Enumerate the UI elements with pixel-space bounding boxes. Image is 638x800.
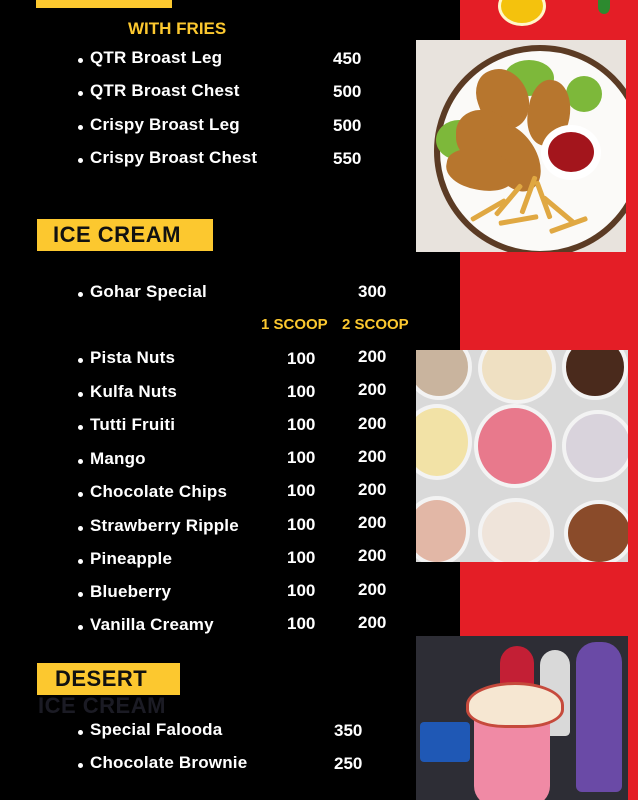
lettuce-image xyxy=(566,76,602,112)
menu-item-price: 250 xyxy=(334,754,363,773)
ice-cream-cup-image xyxy=(416,350,472,400)
one-scoop-price: 100 xyxy=(287,515,316,534)
one-scoop-header: 1 SCOOP xyxy=(261,316,328,333)
menu-item-name: QTR Broast Chest xyxy=(90,81,240,100)
ice-cream-cup-image xyxy=(562,350,628,400)
menu-item-name: Vanilla Creamy xyxy=(90,615,214,634)
bullet-icon xyxy=(78,292,83,297)
broast-heading xyxy=(36,0,172,8)
ice-cream-cup-image xyxy=(478,350,556,404)
bullet-icon xyxy=(78,625,83,630)
menu-item-name: Gohar Special xyxy=(90,282,207,301)
one-scoop-price: 100 xyxy=(287,382,316,401)
two-scoop-price: 200 xyxy=(358,447,387,466)
menu-item-name: Strawberry Ripple xyxy=(90,516,239,535)
bullet-icon xyxy=(78,58,83,63)
falooda-photo xyxy=(416,636,628,800)
ghost-ice-cream-heading: ICE CREAM xyxy=(38,693,166,718)
one-scoop-price: 100 xyxy=(287,614,316,633)
ice-cream-heading: ICE CREAM xyxy=(37,219,213,251)
menu-item-name: Chocolate Brownie xyxy=(90,753,248,772)
menu-item-name: Blueberry xyxy=(90,582,172,601)
bullet-icon xyxy=(78,392,83,397)
one-scoop-price: 100 xyxy=(287,481,316,500)
ice-cream-cup-image xyxy=(416,496,470,562)
bullet-icon xyxy=(78,425,83,430)
menu-item-price: 350 xyxy=(334,721,363,740)
ice-cream-cup-image xyxy=(562,410,628,482)
menu-item-name: Kulfa Nuts xyxy=(90,382,177,401)
menu-item-price: 500 xyxy=(333,116,362,135)
desert-heading: DESERT xyxy=(37,663,180,695)
bullet-icon xyxy=(78,358,83,363)
fried-chicken-photo xyxy=(416,40,626,252)
two-scoop-price: 200 xyxy=(358,347,387,366)
one-scoop-price: 100 xyxy=(287,548,316,567)
bullet-icon xyxy=(78,559,83,564)
menu-item-name: Pista Nuts xyxy=(90,348,176,367)
two-scoop-price: 200 xyxy=(358,380,387,399)
bullet-icon xyxy=(78,459,83,464)
menu-item-price: 450 xyxy=(333,49,362,68)
menu-item-name: Mango xyxy=(90,449,146,468)
two-scoop-price: 200 xyxy=(358,546,387,565)
ice-cream-cups-photo xyxy=(416,350,628,562)
two-scoop-price: 200 xyxy=(358,480,387,499)
blueberry-bottle-image xyxy=(576,642,622,792)
bullet-icon xyxy=(78,526,83,531)
ketchup-bowl-image xyxy=(541,125,601,180)
two-scoop-header: 2 SCOOP xyxy=(342,316,409,333)
menu-item-name: Crispy Broast Leg xyxy=(90,115,240,134)
menu-item-name: Pineapple xyxy=(90,549,173,568)
two-scoop-price: 200 xyxy=(358,613,387,632)
oreo-pack-image xyxy=(420,722,470,762)
one-scoop-price: 100 xyxy=(287,448,316,467)
menu-item-price: 550 xyxy=(333,149,362,168)
ice-cream-cup-image xyxy=(564,500,628,562)
one-scoop-price: 100 xyxy=(287,415,316,434)
menu-item-name: Tutti Fruiti xyxy=(90,415,176,434)
menu-item-name: Crispy Broast Chest xyxy=(90,148,258,167)
bullet-icon xyxy=(78,763,83,768)
bullet-icon xyxy=(78,592,83,597)
bullet-icon xyxy=(78,125,83,130)
ice-cream-cup-image xyxy=(416,404,472,480)
one-scoop-price: 100 xyxy=(287,349,316,368)
falooda-topping-image xyxy=(466,682,564,728)
bullet-icon xyxy=(78,730,83,735)
ice-cream-cup-image xyxy=(478,498,554,562)
leaf-image xyxy=(598,0,610,14)
broast-subtitle: WITH FRIES xyxy=(128,19,227,38)
two-scoop-price: 200 xyxy=(358,414,387,433)
bullet-icon xyxy=(78,158,83,163)
bullet-icon xyxy=(78,91,83,96)
menu-item-name: Chocolate Chips xyxy=(90,482,228,501)
menu-item-name: QTR Broast Leg xyxy=(90,48,223,67)
two-scoop-price: 200 xyxy=(358,513,387,532)
menu-item-price: 300 xyxy=(358,282,387,301)
ice-cream-cup-image xyxy=(474,404,556,488)
two-scoop-price: 200 xyxy=(358,580,387,599)
bullet-icon xyxy=(78,492,83,497)
one-scoop-price: 100 xyxy=(287,581,316,600)
menu-item-name: Special Falooda xyxy=(90,720,223,739)
menu-item-price: 500 xyxy=(333,82,362,101)
